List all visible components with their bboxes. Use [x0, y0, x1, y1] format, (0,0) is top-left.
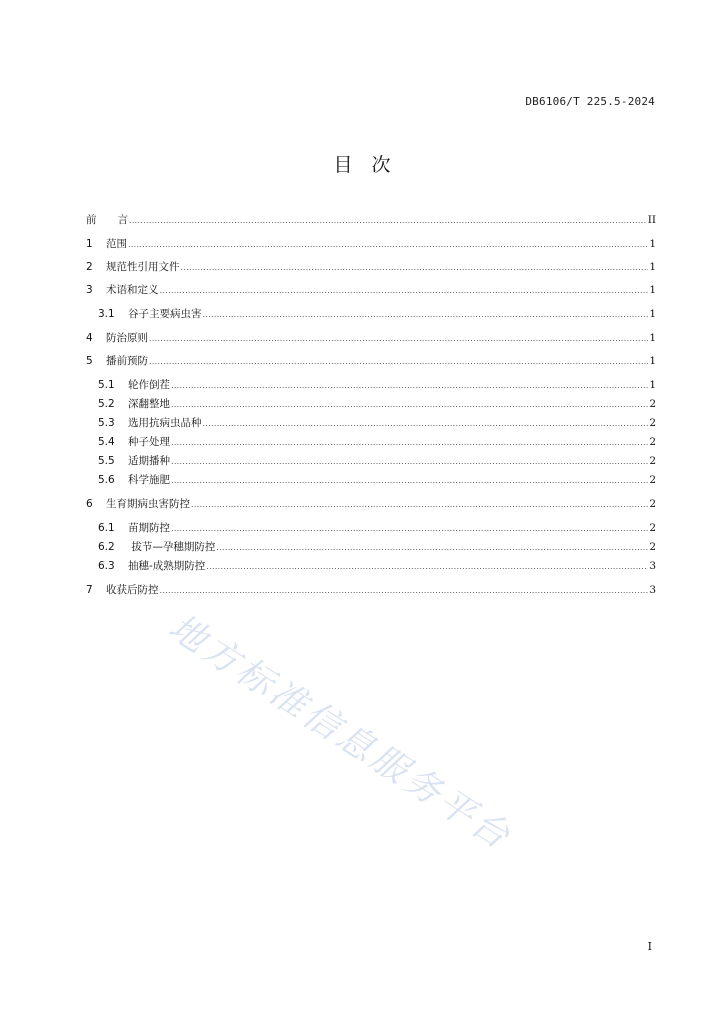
- toc-entry[interactable]: [98, 434, 656, 450]
- toc-entry-number: 6.2: [98, 541, 115, 553]
- toc-entry-page: 1: [649, 332, 656, 344]
- toc-entry[interactable]: [86, 353, 656, 369]
- toc-leader-dots: [203, 307, 649, 323]
- toc-entry-number: 6.1: [98, 522, 115, 534]
- toc-entry[interactable]: [98, 472, 656, 488]
- toc-entry-page: 1: [649, 379, 656, 391]
- toc-entry-label: 术语和定义: [106, 284, 159, 296]
- toc-entry[interactable]: [86, 236, 656, 252]
- toc-leader-dots: [171, 521, 648, 537]
- toc-entry[interactable]: [98, 539, 656, 555]
- toc-entry-page: 3: [649, 584, 656, 596]
- toc-entry-number: 5.5: [98, 455, 115, 467]
- toc-leader-dots: [160, 583, 649, 599]
- toc-entry[interactable]: [98, 453, 656, 469]
- toc-entry-label: 抽穗-成熟期防控: [128, 560, 206, 572]
- toc-entry-page: 2: [649, 455, 656, 467]
- toc-entry-number: 前 言: [86, 214, 128, 226]
- toc-entry-number: 4: [86, 332, 93, 344]
- page-number: I: [647, 940, 652, 953]
- toc-leader-dots: [203, 416, 649, 432]
- toc-leader-dots: [171, 378, 648, 394]
- toc-entry-number: 5.2: [98, 398, 115, 410]
- toc-entry-label: 适期播种: [128, 455, 170, 467]
- toc-entry-number: 3: [86, 284, 93, 296]
- toc-entry-label: 范围: [106, 238, 127, 250]
- toc-leader-dots: [160, 283, 649, 299]
- toc-entry-page: 3: [649, 560, 656, 572]
- toc-entry-page: II: [647, 214, 656, 226]
- toc-entry-number: 5.6: [98, 474, 115, 486]
- toc-entry-number: 1: [86, 238, 93, 250]
- toc-entry-page: 2: [649, 398, 656, 410]
- toc-entry-number: 3.1: [98, 308, 115, 320]
- toc-leader-dots: [171, 473, 648, 489]
- toc-entry[interactable]: [86, 330, 656, 346]
- toc-entry-page: 2: [649, 541, 656, 553]
- toc-leader-dots: [128, 237, 648, 253]
- toc-entry-number: 5.4: [98, 436, 115, 448]
- toc-entry[interactable]: [98, 396, 656, 412]
- toc-entry-page: 1: [649, 261, 656, 273]
- toc-entry-page: 1: [649, 238, 656, 250]
- toc-entry-label: 深翻整地: [128, 398, 170, 410]
- toc-entry[interactable]: [98, 520, 656, 536]
- toc-entry[interactable]: [98, 377, 656, 393]
- toc-entry-page: 2: [649, 436, 656, 448]
- toc-entry-page: 2: [649, 417, 656, 429]
- toc-entry-page: 2: [649, 522, 656, 534]
- toc-entry[interactable]: [86, 212, 656, 228]
- watermark: 地方标准信息服务平台: [161, 606, 520, 859]
- toc-entry-label: 生育期病虫害防控: [106, 498, 190, 510]
- toc-entry-number: 6.3: [98, 560, 115, 572]
- toc-leader-dots: [129, 213, 647, 229]
- toc-entry-label: 科学施肥: [128, 474, 170, 486]
- toc-entry[interactable]: [98, 306, 656, 322]
- toc-entry-number: 6: [86, 498, 93, 510]
- toc-leader-dots: [181, 260, 649, 276]
- toc-entry-label: 谷子主要病虫害: [128, 308, 202, 320]
- toc-entry-page: 1: [649, 284, 656, 296]
- toc-entry-label: 苗期防控: [128, 522, 170, 534]
- toc-entry-label: 播前预防: [106, 355, 148, 367]
- toc-leader-dots: [171, 435, 648, 451]
- toc-entry-label: 规范性引用文件: [106, 261, 180, 273]
- toc-entry-number: 5: [86, 355, 93, 367]
- toc-entry[interactable]: [86, 282, 656, 298]
- toc-entry[interactable]: [86, 496, 656, 512]
- toc-entry-number: 5.3: [98, 417, 115, 429]
- toc-entry-label: 收获后防控: [106, 584, 159, 596]
- document-code: DB6106/T 225.5-2024: [525, 95, 655, 108]
- toc-entry[interactable]: [98, 415, 656, 431]
- toc-entry-number: 5.1: [98, 379, 115, 391]
- toc-entry-label: 轮作倒茬: [128, 379, 170, 391]
- toc-leader-dots: [216, 540, 648, 556]
- toc-leader-dots: [171, 454, 648, 470]
- toc-entry-number: 2: [86, 261, 93, 273]
- toc-entry-number: 7: [86, 584, 93, 596]
- toc-entry-page: 1: [649, 355, 656, 367]
- toc-entry-label: 防治原则: [106, 332, 148, 344]
- toc-entry-page: 2: [649, 498, 656, 510]
- toc-leader-dots: [191, 497, 648, 513]
- toc-entry-label: 种子处理: [128, 436, 170, 448]
- toc-entry[interactable]: [86, 259, 656, 275]
- toc-entry[interactable]: [98, 558, 656, 574]
- toc-leader-dots: [149, 354, 648, 370]
- toc-leader-dots: [171, 397, 648, 413]
- toc-entry-label: 选用抗病虫品种: [128, 417, 202, 429]
- toc-entry-page: 1: [649, 308, 656, 320]
- toc-entry-page: 2: [649, 474, 656, 486]
- toc-entry-label: 拔节—孕穗期防控: [128, 541, 216, 553]
- toc-title: 目 次: [333, 154, 391, 176]
- toc-entry[interactable]: [86, 582, 656, 598]
- toc-leader-dots: [206, 559, 648, 575]
- toc-leader-dots: [149, 331, 648, 347]
